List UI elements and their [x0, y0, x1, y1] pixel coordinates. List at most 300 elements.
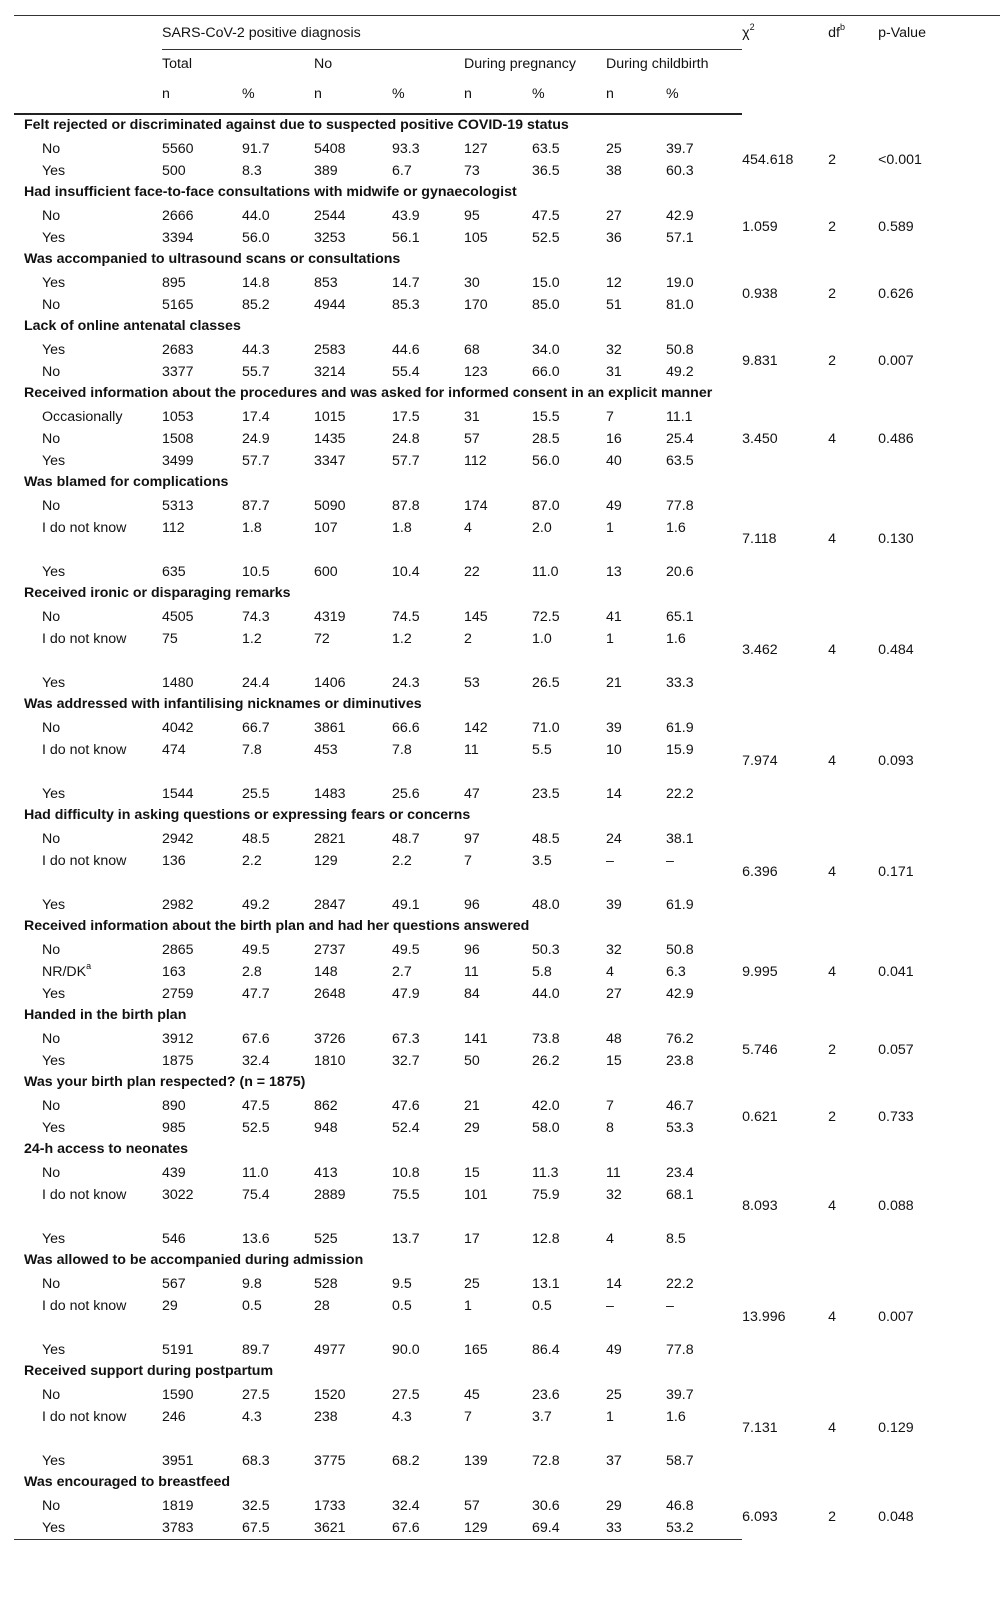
table-row: [14, 1273, 1000, 1295]
row-label: Yes: [42, 1120, 66, 1136]
count-cell: 22: [464, 564, 480, 580]
count-cell: 2666: [162, 208, 194, 224]
count-cell: 148: [314, 964, 338, 980]
percent-cell: 57.1: [666, 230, 694, 246]
chi2-value: 3.462: [742, 642, 778, 658]
percent-cell: 89.7: [242, 1342, 270, 1358]
percent-cell: 68.3: [242, 1453, 270, 1469]
df-value: 4: [828, 1198, 836, 1214]
count-cell: –: [606, 853, 614, 869]
df-value: 2: [828, 353, 836, 369]
percent-cell: 36.5: [532, 163, 560, 179]
count-cell: 129: [314, 853, 338, 869]
col-pregnancy: During pregnancy: [464, 56, 576, 72]
n-header: n: [162, 74, 242, 114]
percent-cell: 34.0: [532, 342, 560, 358]
row-label: Yes: [42, 786, 66, 802]
row-label: No: [42, 1031, 61, 1047]
count-cell: 30: [464, 275, 480, 291]
row-label: Yes: [42, 230, 66, 246]
count-cell: 50: [464, 1053, 480, 1069]
percent-cell: 9.8: [242, 1276, 262, 1292]
percent-cell: 74.5: [392, 609, 420, 625]
percent-cell: –: [666, 853, 674, 869]
table-body: [14, 114, 1000, 1540]
percent-cell: 56.1: [392, 230, 420, 246]
count-cell: 57: [464, 1498, 480, 1514]
count-cell: 14: [606, 786, 622, 802]
percent-cell: 52.5: [532, 230, 560, 246]
count-cell: 853: [314, 275, 338, 291]
percent-cell: 20.6: [666, 564, 694, 580]
count-cell: 4: [606, 964, 614, 980]
row-label: No: [42, 1387, 61, 1403]
count-cell: 17: [464, 1231, 480, 1247]
count-cell: 2737: [314, 942, 346, 958]
chi2-value: 7.131: [742, 1420, 778, 1436]
percent-cell: 32.4: [242, 1053, 270, 1069]
percent-cell: 49.2: [242, 897, 270, 913]
table-row: [14, 406, 1000, 428]
percent-cell: 9.5: [392, 1276, 412, 1292]
percent-cell: 63.5: [666, 453, 694, 469]
count-cell: 1435: [314, 431, 346, 447]
n-header: n: [606, 74, 666, 114]
col-childbirth: During childbirth: [606, 56, 709, 72]
row-label: Yes: [42, 342, 66, 358]
count-cell: 2942: [162, 831, 194, 847]
count-cell: 107: [314, 520, 338, 536]
percent-cell: 8.5: [666, 1231, 686, 1247]
count-cell: 21: [464, 1098, 480, 1114]
count-cell: 97: [464, 831, 480, 847]
count-cell: 95: [464, 208, 480, 224]
section-header-row: [14, 182, 1000, 205]
count-cell: 112: [464, 453, 487, 469]
percent-cell: –: [666, 1298, 674, 1314]
table-row: [14, 1495, 1000, 1517]
percent-cell: 26.2: [532, 1053, 560, 1069]
percent-cell: 6.3: [666, 964, 686, 980]
percent-cell: 39.7: [666, 1387, 694, 1403]
percent-cell: 27.5: [392, 1387, 420, 1403]
count-cell: 49: [606, 498, 622, 514]
df-value: 2: [828, 1509, 836, 1526]
percent-cell: 57.7: [392, 453, 420, 469]
percent-cell: 57.7: [242, 453, 270, 469]
row-label: Yes: [42, 1053, 66, 1069]
count-cell: 21: [606, 675, 622, 691]
row-label: No: [42, 498, 61, 514]
table-row: [14, 1162, 1000, 1184]
p-value: 0.486: [878, 431, 914, 447]
count-cell: 1544: [162, 786, 194, 802]
count-cell: 33: [606, 1517, 666, 1540]
table-row: [14, 1028, 1000, 1050]
p-value: 0.093: [878, 753, 914, 769]
percent-cell: 66.7: [242, 720, 270, 736]
count-cell: 985: [162, 1120, 186, 1136]
section-title: Was your birth plan respected? (n = 1875): [24, 1074, 306, 1090]
count-cell: 47: [464, 786, 480, 802]
count-cell: 1480: [162, 675, 194, 691]
count-cell: 170: [464, 297, 488, 313]
df-header: $df^b$: [828, 16, 878, 115]
count-cell: 5090: [314, 498, 346, 514]
section-title: Lack of online antenatal classes: [24, 318, 241, 334]
percent-cell: 61.9: [666, 720, 694, 736]
count-cell: 1: [606, 631, 614, 647]
count-cell: 389: [314, 163, 338, 179]
percent-cell: 25.5: [242, 786, 270, 802]
percent-cell: 67.5: [242, 1517, 314, 1540]
count-cell: 525: [314, 1231, 338, 1247]
pct-header: %: [666, 74, 742, 114]
count-cell: 141: [464, 1031, 488, 1047]
df-value: 2: [828, 219, 836, 235]
percent-cell: 7.8: [392, 742, 412, 758]
row-label: No: [42, 831, 61, 847]
percent-cell: 3.5: [532, 853, 552, 869]
count-cell: 32: [606, 342, 622, 358]
count-cell: 51: [606, 297, 622, 313]
percent-cell: 49.1: [392, 897, 420, 913]
percent-cell: 49.5: [242, 942, 270, 958]
percent-cell: 2.8: [242, 964, 262, 980]
count-cell: 862: [314, 1098, 338, 1114]
percent-cell: 44.3: [242, 342, 270, 358]
percent-cell: 87.8: [392, 498, 420, 514]
percent-cell: 5.8: [532, 964, 552, 980]
count-cell: 24: [606, 831, 622, 847]
percent-cell: 49.5: [392, 942, 420, 958]
percent-cell: 66.6: [392, 720, 420, 736]
table-row: [14, 828, 1000, 850]
section-title: 24-h access to neonates: [24, 1141, 189, 1157]
count-cell: 31: [606, 364, 622, 380]
percent-cell: 47.5: [532, 208, 560, 224]
percent-cell: 56.0: [532, 453, 560, 469]
chi2-value: 7.974: [742, 753, 778, 769]
percent-cell: 11.0: [242, 1165, 269, 1181]
row-label: No: [42, 1098, 61, 1114]
section-title: Was blamed for complications: [24, 474, 229, 490]
count-cell: 895: [162, 275, 186, 291]
count-cell: 174: [464, 498, 488, 514]
section-title: Was accompanied to ultrasound scans or consultations: [24, 251, 401, 267]
percent-cell: 55.7: [242, 364, 270, 380]
p-value: 0.589: [878, 219, 914, 235]
percent-cell: 85.0: [532, 297, 560, 313]
percent-cell: 46.8: [666, 1498, 694, 1514]
group-header: SARS-CoV-2 positive diagnosis: [162, 16, 742, 50]
count-cell: 7: [606, 409, 614, 425]
p-value: 0.626: [878, 286, 914, 302]
row-label: Yes: [42, 1453, 66, 1469]
percent-cell: 2.7: [392, 964, 412, 980]
count-cell: 84: [464, 986, 480, 1002]
count-cell: 1015: [314, 409, 346, 425]
count-cell: 41: [606, 609, 622, 625]
percent-cell: 33.3: [666, 675, 694, 691]
count-cell: 129: [464, 1517, 532, 1540]
section-header-row: [14, 316, 1000, 339]
count-cell: 3621: [314, 1517, 392, 1540]
section-title: Handed in the birth plan: [24, 1007, 187, 1023]
percent-cell: 44.6: [392, 342, 420, 358]
count-cell: 7: [464, 1409, 472, 1425]
count-cell: 32: [606, 1187, 622, 1203]
percent-cell: 24.4: [242, 675, 270, 691]
percent-cell: 23.4: [666, 1165, 694, 1181]
count-cell: 5165: [162, 297, 194, 313]
percent-cell: 48.5: [532, 831, 560, 847]
row-label: I do not know: [42, 742, 127, 758]
count-cell: 474: [162, 742, 186, 758]
df-value: 4: [828, 864, 836, 880]
count-cell: 4944: [314, 297, 346, 313]
row-label: Yes: [42, 564, 66, 580]
percent-cell: 0.5: [532, 1298, 552, 1314]
percent-cell: 52.4: [392, 1120, 420, 1136]
count-cell: 25: [464, 1276, 480, 1292]
count-cell: 11: [606, 1165, 621, 1181]
count-cell: 2583: [314, 342, 346, 358]
count-cell: 4319: [314, 609, 346, 625]
row-label: No: [42, 1276, 61, 1292]
table-row: [14, 606, 1000, 628]
count-cell: 2847: [314, 897, 346, 913]
table-row: [14, 939, 1000, 961]
count-cell: 5191: [162, 1342, 194, 1358]
percent-cell: 1.0: [532, 631, 552, 647]
percent-cell: 52.5: [242, 1120, 270, 1136]
percent-cell: 0.5: [242, 1298, 262, 1314]
count-cell: 1406: [314, 675, 346, 691]
row-label: No: [42, 364, 61, 380]
row-label: I do not know: [42, 1298, 127, 1314]
col-no: No: [314, 56, 333, 72]
count-cell: 11: [464, 742, 479, 758]
percent-cell: 87.7: [242, 498, 270, 514]
percent-cell: 50.8: [666, 942, 694, 958]
percent-cell: 87.0: [532, 498, 560, 514]
row-label: No: [42, 609, 61, 625]
percent-cell: 15.0: [532, 275, 560, 291]
count-cell: 139: [464, 1453, 488, 1469]
section-title: Received support during postpartum: [24, 1363, 274, 1379]
section-title: Received information about the birth plan and had her questions answered: [24, 918, 530, 934]
percent-cell: 22.2: [666, 1276, 694, 1292]
count-cell: 4042: [162, 720, 194, 736]
percent-cell: 6.7: [392, 163, 412, 179]
percent-cell: 60.3: [666, 163, 694, 179]
percent-cell: 1.6: [666, 1409, 686, 1425]
table-row: [14, 495, 1000, 517]
section-title: Received ironic or disparaging remarks: [24, 585, 291, 601]
section-title: Felt rejected or discriminated against due to suspected positive COVID-19 status: [24, 117, 569, 133]
percent-cell: 27.5: [242, 1387, 270, 1403]
count-cell: 246: [162, 1409, 186, 1425]
percent-cell: 28.5: [532, 431, 560, 447]
count-cell: 2982: [162, 897, 194, 913]
row-label: Yes: [42, 453, 66, 469]
percent-cell: 10.5: [242, 564, 270, 580]
percent-cell: 39.7: [666, 141, 694, 157]
count-cell: 53: [464, 675, 480, 691]
percent-cell: 26.5: [532, 675, 560, 691]
count-cell: 3022: [162, 1187, 194, 1203]
percent-cell: 13.7: [392, 1231, 420, 1247]
count-cell: 75: [162, 631, 178, 647]
percent-cell: 11.1: [666, 409, 693, 425]
count-cell: 142: [464, 720, 488, 736]
count-cell: 2865: [162, 942, 194, 958]
count-cell: 15: [606, 1053, 622, 1069]
row-label: Yes: [42, 275, 66, 291]
percent-cell: 42.0: [532, 1098, 560, 1114]
percent-cell: 66.0: [532, 364, 560, 380]
chi2-value: 0.621: [742, 1109, 778, 1125]
percent-cell: 5.5: [532, 742, 552, 758]
percent-cell: 85.3: [392, 297, 420, 313]
df-value: 2: [828, 286, 836, 302]
percent-cell: 74.3: [242, 609, 270, 625]
count-cell: 31: [464, 409, 480, 425]
percent-cell: 77.8: [666, 498, 694, 514]
percent-cell: 53.3: [666, 1120, 694, 1136]
count-cell: 45: [464, 1387, 480, 1403]
percent-cell: 49.2: [666, 364, 694, 380]
percent-cell: 30.6: [532, 1498, 560, 1514]
row-label: I do not know: [42, 1409, 127, 1425]
percent-cell: 69.4: [532, 1517, 606, 1540]
count-cell: 1: [606, 1409, 614, 1425]
percent-cell: 47.9: [392, 986, 420, 1002]
p-value: 0.130: [878, 531, 914, 547]
percent-cell: 72.8: [532, 1453, 560, 1469]
count-cell: 36: [606, 230, 622, 246]
percent-cell: 73.8: [532, 1031, 560, 1047]
percent-cell: 11.3: [532, 1165, 559, 1181]
percent-cell: 24.3: [392, 675, 420, 691]
row-label: Yes: [42, 897, 66, 913]
count-cell: 238: [314, 1409, 338, 1425]
row-label: No: [42, 1498, 61, 1514]
df-value: 2: [828, 1042, 836, 1058]
count-cell: 3726: [314, 1031, 346, 1047]
percent-cell: 48.5: [242, 831, 270, 847]
percent-cell: 13.6: [242, 1231, 270, 1247]
percent-cell: 2.0: [532, 520, 552, 536]
row-label: I do not know: [42, 631, 127, 647]
p-value: 0.088: [878, 1198, 914, 1214]
percent-cell: 15.9: [666, 742, 694, 758]
percent-cell: 67.6: [242, 1031, 270, 1047]
percent-cell: 38.1: [666, 831, 694, 847]
chi2-value: 8.093: [742, 1198, 778, 1214]
row-label: $NR/DK^a$: [42, 961, 92, 980]
section-header-row: [14, 805, 1000, 828]
percent-cell: 71.0: [532, 720, 560, 736]
section-title: Was addressed with infantilising nicknames or diminutives: [24, 696, 422, 712]
percent-cell: 75.9: [532, 1187, 560, 1203]
count-cell: 7: [464, 853, 472, 869]
percent-cell: 10.8: [392, 1165, 420, 1181]
count-cell: 3775: [314, 1453, 346, 1469]
df-value: 2: [828, 152, 836, 168]
count-cell: 1: [606, 520, 614, 536]
count-cell: 96: [464, 942, 480, 958]
count-cell: 2544: [314, 208, 346, 224]
percent-cell: 68.2: [392, 1453, 420, 1469]
percent-cell: 81.0: [666, 297, 694, 313]
count-cell: 3394: [162, 230, 194, 246]
count-cell: 1810: [314, 1053, 346, 1069]
n-header: n: [314, 74, 392, 114]
percent-cell: 32.5: [242, 1498, 270, 1514]
percent-cell: 63.5: [532, 141, 560, 157]
count-cell: 3951: [162, 1453, 194, 1469]
percent-cell: 47.6: [392, 1098, 420, 1114]
percent-cell: 93.3: [392, 141, 420, 157]
count-cell: 2648: [314, 986, 346, 1002]
row-label: No: [42, 720, 61, 736]
count-cell: 96: [464, 897, 480, 913]
row-label: No: [42, 1165, 61, 1181]
p-value: 0.129: [878, 1420, 914, 1436]
p-value: 0.007: [878, 1309, 914, 1325]
pct-header: %: [242, 74, 314, 114]
count-cell: 68: [464, 342, 480, 358]
chi2-value: 6.396: [742, 864, 778, 880]
percent-cell: 25.6: [392, 786, 420, 802]
count-cell: 500: [162, 163, 186, 179]
percent-cell: 65.1: [666, 609, 694, 625]
count-cell: 27: [606, 986, 622, 1002]
percent-cell: 1.8: [242, 520, 262, 536]
table-row: [14, 339, 1000, 361]
count-cell: 3499: [162, 453, 194, 469]
percent-cell: 85.2: [242, 297, 270, 313]
row-label: Yes: [42, 675, 66, 691]
p-value: 0.733: [878, 1109, 914, 1125]
p-value: 0.007: [878, 353, 914, 369]
percent-cell: 13.1: [532, 1276, 560, 1292]
row-label: Yes: [42, 986, 66, 1002]
percent-cell: 42.9: [666, 208, 694, 224]
chi2-value: 9.831: [742, 353, 778, 369]
percent-cell: 76.2: [666, 1031, 694, 1047]
row-label: Yes: [42, 163, 66, 179]
percent-cell: 2.2: [392, 853, 412, 869]
count-cell: 1520: [314, 1387, 346, 1403]
section-title: Was allowed to be accompanied during admission: [24, 1252, 364, 1268]
count-cell: 48: [606, 1031, 622, 1047]
count-cell: 3861: [314, 720, 346, 736]
percent-cell: 1.2: [392, 631, 412, 647]
count-cell: 7: [606, 1098, 614, 1114]
percent-cell: 24.8: [392, 431, 420, 447]
count-cell: 2821: [314, 831, 346, 847]
df-value: 4: [828, 753, 836, 769]
chi2-value: 13.996: [742, 1309, 786, 1325]
df-value: 4: [828, 642, 836, 658]
section-header-row: [14, 916, 1000, 939]
section-header-row: [14, 1472, 1000, 1495]
count-cell: 1508: [162, 431, 194, 447]
section-header-row: [14, 1139, 1000, 1162]
